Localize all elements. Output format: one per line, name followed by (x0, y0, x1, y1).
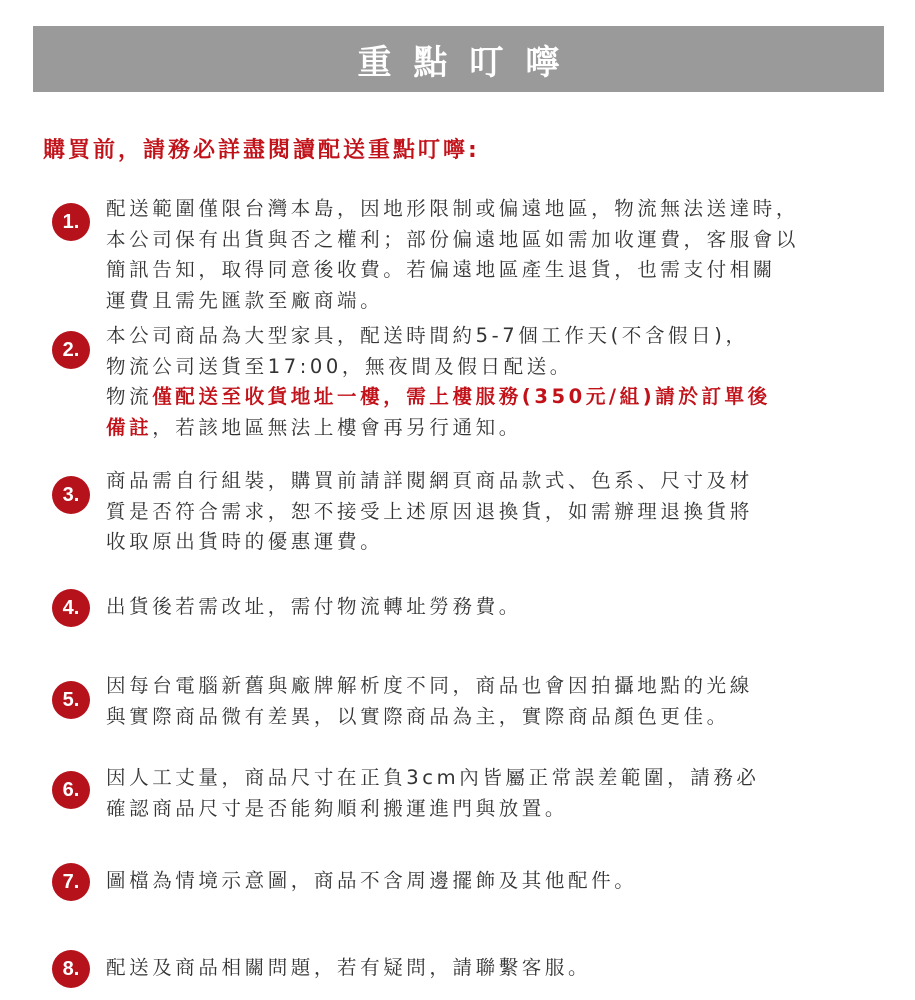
notice-text (106, 953, 866, 984)
text-line: 商品需自行組裝，購買前請詳閱網頁商品款式、色系、尺寸及材 (106, 469, 753, 492)
text-line: 因人工丈量，商品尺寸在正負3cm內皆屬正常誤差範圍，請務必 (106, 766, 760, 789)
text-line: 確認商品尺寸是否能夠順利搬運進門與放置。 (106, 796, 569, 820)
text-line: 因每台電腦新舊與廠牌解析度不同，商品也會因拍攝地點的光線 (106, 674, 753, 697)
highlight-text: 備註 (106, 415, 153, 439)
text-line: 質是否符合需求，恕不接受上述原因退換貨，如需辦理退換貨將 (106, 499, 753, 523)
text-line: 圖檔為情境示意圖，商品不含周邊擺飾及其他配件。 (106, 869, 638, 892)
number-badge: 2. (52, 331, 90, 369)
highlight-text: 僅配送至收貨地址一樓，需上樓服務(350元/組)請於訂單後 (152, 385, 771, 408)
text-line: 配送及商品相關問題，若有疑問，請聯繫客服。 (106, 956, 592, 979)
text-line: 物流公司送貨至17:00，無夜間及假日配送。 (106, 354, 573, 378)
header-banner (33, 26, 884, 92)
notice-text (106, 592, 866, 623)
banner-title: 重點叮嚀 (357, 42, 582, 83)
text-line: 簡訊告知，取得同意後收費。若偏遠地區產生退貨，也需支付相關 (106, 258, 776, 281)
notice-text (106, 671, 866, 732)
intro-heading: 購買前，請務必詳盡閱讀配送重點叮嚀: (43, 138, 480, 163)
number-badge: 5. (52, 681, 90, 719)
number-badge: 7. (52, 863, 90, 901)
number-badge: 3. (52, 476, 90, 514)
number-badge: 6. (52, 771, 90, 809)
text-line: 本公司保有出貨與否之權利；部份偏遠地區如需加收運費，客服會以 (106, 227, 800, 251)
text-line: 出貨後若需改址，需付物流轉址勞務費。 (106, 595, 522, 618)
text-line: 運費且需先匯款至廠商端。 (106, 288, 384, 312)
notice-text (106, 321, 866, 443)
text-line: 與實際商品微有差異，以實際商品為主，實際商品顏色更佳。 (106, 704, 730, 728)
number-badge: 4. (52, 589, 90, 627)
notice-text (106, 466, 866, 558)
text-segment: 物流 (106, 385, 153, 408)
text-line (106, 413, 866, 444)
number-badge: 1. (52, 203, 90, 241)
text-line: 收取原出貨時的優惠運費。 (106, 530, 384, 553)
number-badge: 8. (52, 950, 90, 988)
notice-text (106, 763, 866, 824)
text-segment: ，若該地區無法上樓會再另行通知。 (152, 415, 522, 439)
text-line: 配送範圍僅限台灣本島，因地形限制或偏遠地區，物流無法送達時， (106, 197, 800, 220)
notice-text (106, 194, 866, 316)
text-line (106, 382, 866, 413)
notice-text (106, 866, 866, 897)
text-line: 本公司商品為大型家具，配送時間約5-7個工作天(不含假日)， (106, 324, 749, 347)
